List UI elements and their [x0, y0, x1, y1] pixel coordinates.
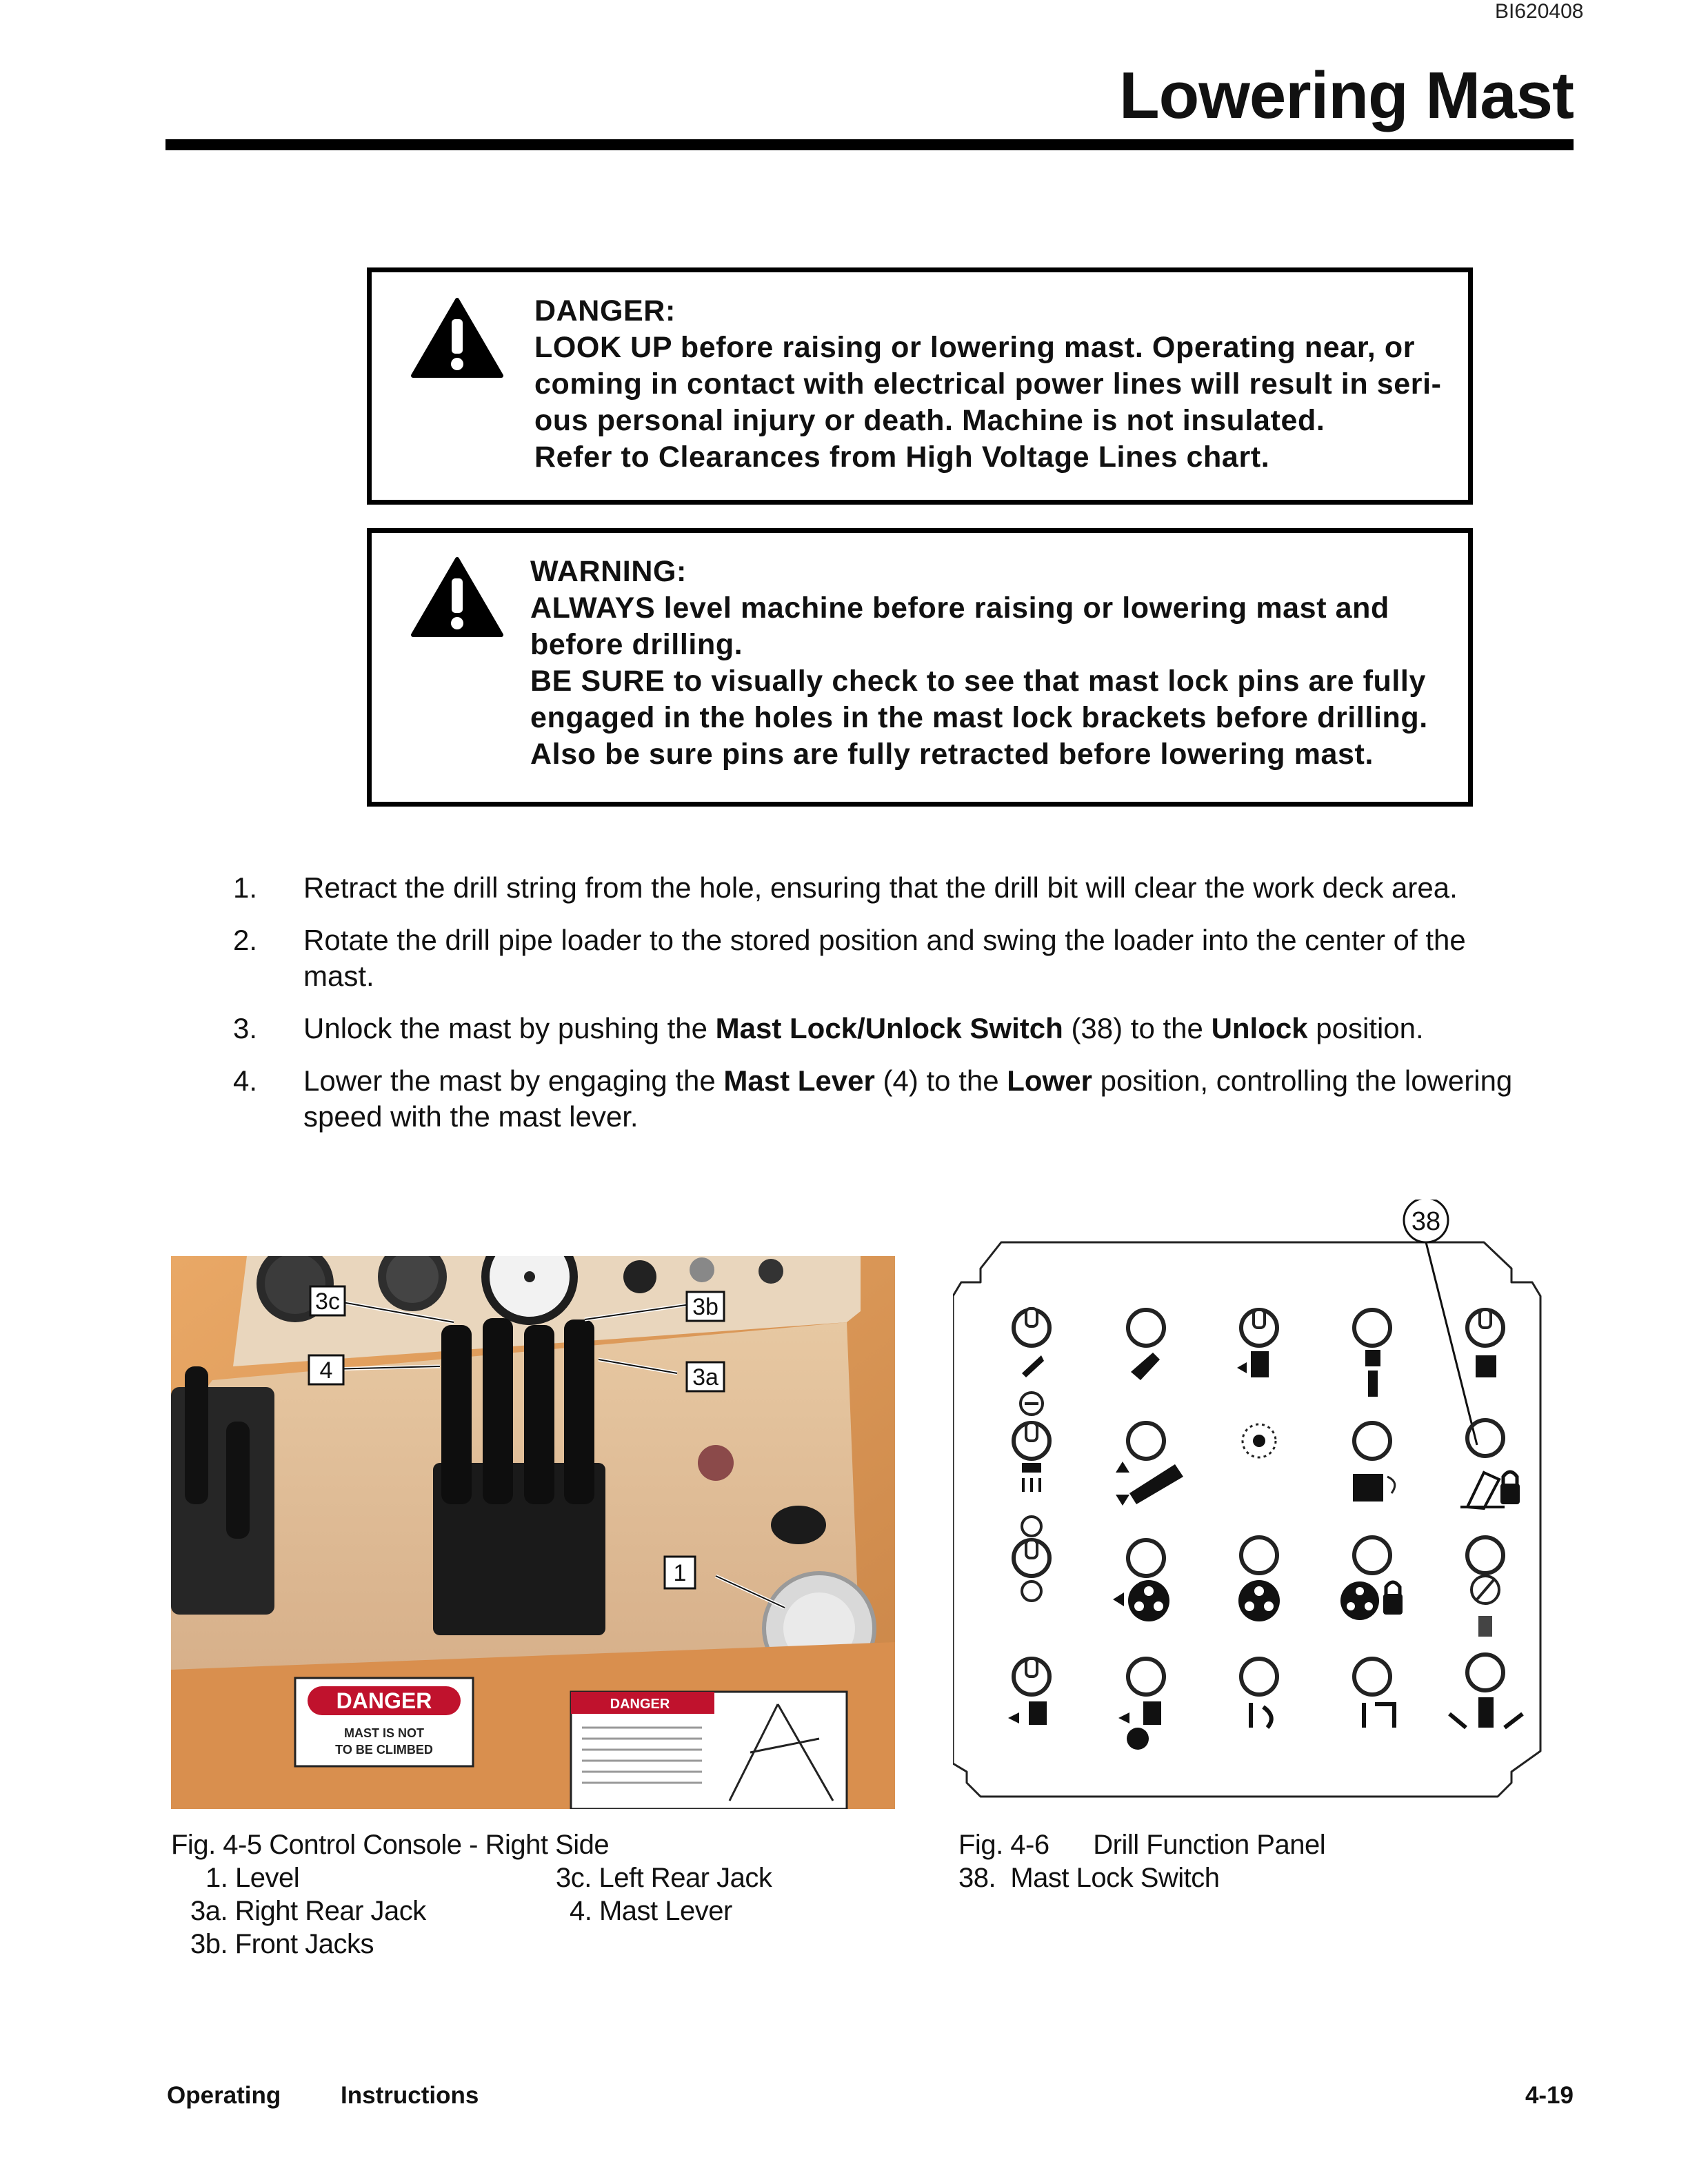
step-3 — [233, 1011, 1578, 1046]
warning-line: engaged in the holes in the mast lock brackets before drilling. — [530, 701, 1428, 734]
step-text-part: Lower the mast by engaging the — [303, 1064, 724, 1097]
switch-jack-down-icon — [1008, 1659, 1049, 1725]
switch-anchor-icon — [1118, 1659, 1164, 1750]
switch-winch-down-icon — [1354, 1659, 1394, 1728]
step-number: 3. — [233, 1012, 258, 1044]
lever-icon — [524, 1325, 554, 1504]
drill-function-panel — [953, 1200, 1567, 1820]
switch-drill-rotation-icon — [1014, 1308, 1049, 1377]
page-title: Lowering Mast — [1118, 59, 1574, 132]
procedure-steps — [233, 870, 1578, 1151]
step-emphasis: Unlock — [1211, 1012, 1308, 1044]
switch-pipe-loader-icon — [1116, 1423, 1183, 1506]
legend-item: 3c. Left Rear Jack — [556, 1863, 772, 1893]
switch-vise-icon — [1467, 1310, 1503, 1377]
step-number: 4. — [233, 1064, 258, 1097]
indicator-light-icon — [1243, 1424, 1276, 1457]
danger-sign-text: TO BE CLIMBED — [335, 1743, 433, 1757]
lever-icon — [564, 1320, 594, 1504]
step-number: 1. — [233, 871, 258, 904]
callout-3b: 3b — [692, 1294, 719, 1320]
lever-icon — [185, 1366, 208, 1504]
danger-line: Refer to Clearances from High Voltage Lines chart. — [534, 441, 1270, 474]
switch-carousel-rotate-icon — [1113, 1540, 1169, 1621]
knob-icon — [698, 1445, 734, 1481]
step-text-part: position, controlling the lowering — [1092, 1064, 1513, 1097]
switch-breakout-icon — [1354, 1310, 1390, 1397]
switch-drill-thrust-icon — [1128, 1310, 1164, 1380]
title-rule — [165, 139, 1574, 150]
step-text: mast. — [303, 960, 374, 992]
legend-item: 38. Mast Lock Switch — [958, 1863, 1220, 1893]
switch-fuel-icon — [1353, 1423, 1395, 1502]
warning-line: before drilling. — [530, 628, 743, 661]
step-text-part: (4) to the — [874, 1064, 1007, 1097]
callout-38-leader — [1426, 1242, 1477, 1445]
warning-line: ALWAYS level machine before raising or lowering mast and — [530, 592, 1389, 625]
step-text: Rotate the drill pipe loader to the stored position and swing the loader into the center of the — [303, 924, 1466, 956]
figure-4-5-caption: Fig. 4-5 Control Console - Right Side — [171, 1830, 610, 1860]
lever-icon — [483, 1318, 513, 1504]
warning-triangle-icon — [410, 556, 504, 638]
lever-icon — [226, 1422, 250, 1539]
footer-section: Instructions — [341, 2082, 479, 2109]
warning-heading: WARNING: — [530, 555, 687, 588]
danger-line: ous personal injury or death. Machine is not insulated. — [534, 404, 1325, 437]
legend-item: 3a. Right Rear Jack — [190, 1896, 426, 1926]
step-4 — [233, 1063, 1578, 1135]
legend-item: 3b. Front Jacks — [190, 1929, 374, 1959]
warning-line: BE SURE to visually check to see that mast lock pins are fully — [530, 665, 1426, 698]
document-id: BI620408 — [1495, 0, 1584, 23]
danger-line: coming in contact with electrical power lines will result in seri- — [534, 367, 1442, 401]
switch-carousel-lock-icon — [1340, 1537, 1403, 1620]
danger-heading: DANGER: — [534, 294, 676, 327]
warning-box — [367, 528, 1473, 807]
switch-wrench-icon — [1237, 1310, 1277, 1377]
knob-icon — [771, 1506, 826, 1544]
step-text: Retract the drill string from the hole, ensuring that the drill bit will clear the work deck area. — [303, 871, 1458, 904]
step-text: speed with the mast lever. — [303, 1100, 639, 1133]
step-text-part: (38) to the — [1063, 1012, 1212, 1044]
danger-line: LOOK UP before raising or lowering mast. Operating near, or — [534, 331, 1416, 364]
step-text — [303, 1063, 1578, 1099]
callout-1: 1 — [673, 1560, 687, 1586]
switch-rear-jacks-icon — [1449, 1655, 1523, 1728]
switch-throttle-icon — [1014, 1517, 1049, 1601]
switch-mast-lock-icon — [1460, 1420, 1520, 1508]
lever-icon — [441, 1325, 472, 1504]
switch-speed-range-icon — [1014, 1393, 1049, 1492]
switch-carousel-index-icon — [1238, 1537, 1280, 1621]
warning-line: Also be sure pins are fully retracted before lowering mast. — [530, 738, 1374, 771]
step-text-part: position. — [1307, 1012, 1424, 1044]
step-2 — [233, 922, 1578, 994]
danger-sign-text: MAST IS NOT — [344, 1726, 424, 1740]
step-1 — [233, 870, 1578, 906]
callout-3c: 3c — [315, 1288, 340, 1315]
callout-4: 4 — [319, 1357, 333, 1384]
warning-triangle-icon — [410, 297, 504, 378]
legend-item: 4. Mast Lever — [570, 1896, 732, 1926]
step-emphasis: Lower — [1007, 1064, 1092, 1097]
danger-sign-label: DANGER — [336, 1688, 432, 1713]
step-emphasis: Mast Lock/Unlock Switch — [715, 1012, 1063, 1044]
step-text-part: Unlock the mast by pushing the — [303, 1012, 716, 1044]
page-number: 4-19 — [1525, 2082, 1574, 2109]
danger-box — [367, 267, 1473, 505]
step-text — [303, 1011, 1578, 1046]
step-emphasis: Mast Lever — [723, 1064, 875, 1097]
electrocution-sign-label: DANGER — [610, 1697, 670, 1712]
figure-4-6-caption: Fig. 4-6 Drill Function Panel — [958, 1830, 1326, 1860]
switch-winch-up-icon — [1241, 1659, 1277, 1728]
callout-38: 38 — [1411, 1207, 1441, 1236]
control-console-photo — [171, 1256, 895, 1809]
switch-water-icon — [1467, 1537, 1503, 1637]
legend-item: 1. Level — [205, 1863, 300, 1893]
callout-3a: 3a — [692, 1364, 719, 1391]
footer-section: Operating — [167, 2082, 281, 2109]
step-number: 2. — [233, 924, 258, 956]
